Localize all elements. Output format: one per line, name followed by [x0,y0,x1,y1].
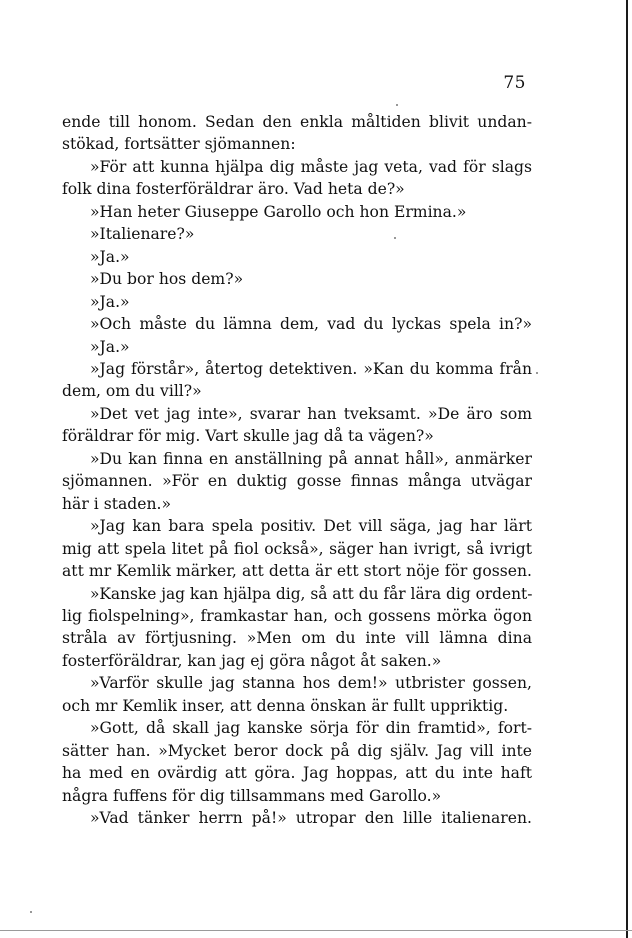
text-line: »Det vet jag inte», svarar han tveksamt. »De äro som [90,404,532,423]
text-line: stökad, fortsätter sjömannen: [62,135,296,154]
text-line: föräldrar för mig. Vart skulle jag då ta vägen?» [62,427,434,446]
text-line: »Varför skulle jag stanna hos dem!» utbrister gossen, [90,674,532,693]
text-line: mig att spela litet på fiol också», säger han ivrigt, så ivrigt [62,539,532,558]
page-right-edge [626,0,628,938]
text-line: »Du kan finna en anställning på annat håll», anmärker [90,449,532,468]
text-line: »Ja.» [90,337,130,356]
text-line: ende till honom. Sedan den enkla måltiden blivit undan- [62,113,532,131]
text-line: »Och måste du lämna dem, vad du lyckas spela in?» [90,315,532,334]
text-line: ha med en ovärdig att göra. Jag hoppas, att du inte haft [62,764,532,783]
scan-speck [396,104,398,106]
text-line: sätter han. »Mycket beror dock på dig själv. Jag vill inte [62,741,532,760]
text-line: lig fiolspelning», framkastar han, och gossens mörka ögon [62,606,532,625]
text-line: några fuffens för dig tillsammans med Garollo.» [62,786,442,805]
text-line: »Han heter Giuseppe Garollo och hon Ermina.» [90,202,467,221]
text-line: »För att kunna hjälpa dig måste jag veta, vad för slags [90,157,532,176]
page-bottom-edge [0,930,632,931]
text-line: stråla av förtjusning. »Men om du inte vill lämna dina [62,629,532,648]
scan-speck [536,372,538,374]
text-line: här i staden.» [62,494,172,513]
page-number: 75 [503,73,526,93]
scan-speck [30,911,32,913]
text-line: »Gott, då skall jag kanske sörja för din framtid», fort- [90,719,532,738]
text-line: »Italienare?» [90,225,195,244]
body-text [62,111,532,830]
text-line: fosterföräldrar, kan jag ej göra något åt saken.» [62,651,442,670]
text-line: folk dina fosterföräldrar äro. Vad heta de?» [62,180,405,199]
text-line: att mr Kemlik märker, att detta är ett stort nöje för gossen. [62,562,532,581]
text-line: »Du bor hos dem?» [90,270,244,289]
text-line: »Vad tänker herrn på!» utropar den lille italienaren. [90,809,532,828]
text-line: dem, om du vill?» [62,382,202,401]
text-line: »Jag kan bara spela positiv. Det vill säga, jag har lärt [90,517,532,536]
text-line: »Kanske jag kan hjälpa dig, så att du får lära dig ordent- [90,584,533,603]
text-line: och mr Kemlik inser, att denna önskan är fullt uppriktig. [62,696,509,715]
text-line: »Ja.» [90,292,130,311]
text-line: sjömannen. »För en duktig gosse finnas många utvägar [62,472,532,491]
text-line: »Ja.» [90,247,130,266]
text-line: »Jag förstår», återtog detektiven. »Kan du komma från [90,359,532,378]
